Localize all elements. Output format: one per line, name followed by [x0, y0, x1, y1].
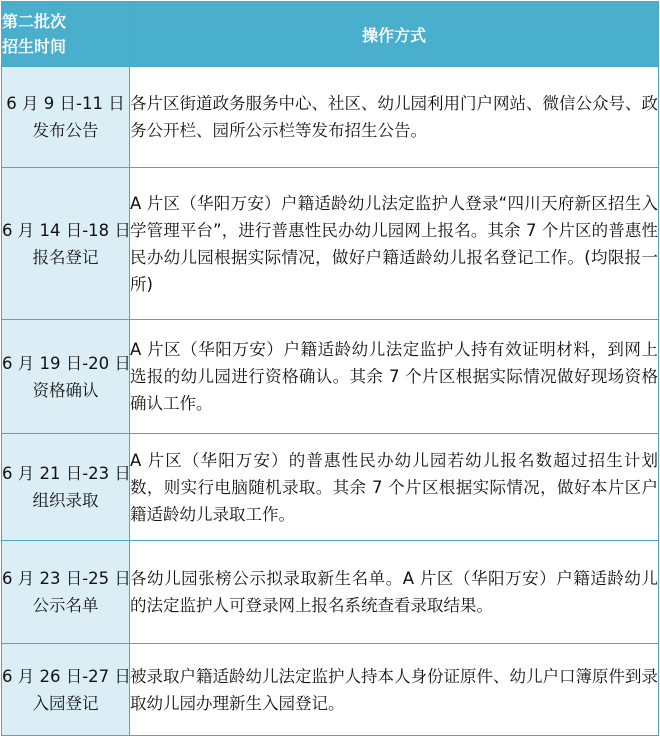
table-row [2, 434, 659, 541]
date-range: 6 月 23 日-25 日 [2, 569, 131, 588]
description-cell: 各片区街道政务服务中心、社区、幼儿园利用门户网站、微信公众号、政务公开栏、园所公示栏等发布招生公告。 [130, 67, 659, 168]
table-row [2, 67, 659, 168]
description-cell: 各幼儿园张榜公示拟录取新生名单。A 片区（华阳万安）户籍适龄幼儿的法定监护人可登录网上报名系统查看录取结果。 [130, 541, 659, 644]
description-cell: A 片区（华阳万安）户籍适龄幼儿法定监护人登录“四川天府新区招生入学管理平台”，进行普惠性民办幼儿园网上报名。其余 7 个片区的普惠性民办幼儿园根据实际情况，做好户籍适龄幼儿报名登记工作。(均限报一所) [130, 168, 659, 320]
description-cell: 被录取户籍适龄幼儿法定监护人持本人身份证原件、幼儿户口簿原件到录取幼儿园办理新生入园登记。 [130, 644, 659, 736]
stage-name: 组织录取 [32, 491, 99, 510]
table-row [2, 541, 659, 644]
table-header-row [2, 2, 659, 67]
date-range: 6 月 26 日-27 日 [2, 666, 131, 686]
time-column-header [2, 2, 130, 67]
table-row [2, 168, 659, 320]
table-row [2, 320, 659, 434]
date-range: 6 月 21 日-23 日 [2, 464, 131, 483]
time-cell [2, 541, 130, 644]
time-cell [2, 320, 130, 434]
method-column-header: 操作方式 [130, 2, 659, 67]
stage-name: 入园登记 [32, 693, 99, 713]
enrollment-schedule-table [1, 1, 659, 736]
date-range: 6 月 14 日-18 日 [2, 220, 131, 240]
table-row [2, 644, 659, 736]
time-cell [2, 168, 130, 320]
description-cell: A 片区（华阳万安）户籍适龄幼儿法定监护人持有效证明材料，到网上选报的幼儿园进行资格确认。其余 7 个片区根据实际情况做好现场资格确认工作。 [130, 320, 659, 434]
stage-name: 报名登记 [32, 247, 99, 267]
time-column-header-line1: 第二批次 [2, 12, 67, 31]
time-cell [2, 434, 130, 541]
description-cell: A 片区（华阳万安）的普惠性民办幼儿园若幼儿报名数超过招生计划数，则实行电脑随机录取。其余 7 个片区根据实际情况，做好本片区户籍适龄幼儿录取工作。 [130, 434, 659, 541]
time-column-header-line2: 招生时间 [2, 37, 67, 56]
time-cell [2, 644, 130, 736]
time-cell [2, 67, 130, 168]
stage-name: 公示名单 [32, 596, 99, 615]
date-range: 6 月 9 日-11 日 [6, 94, 125, 113]
date-range: 6 月 19 日-20 日 [2, 353, 131, 373]
stage-name: 发布公告 [32, 121, 99, 140]
stage-name: 资格确认 [32, 380, 99, 400]
